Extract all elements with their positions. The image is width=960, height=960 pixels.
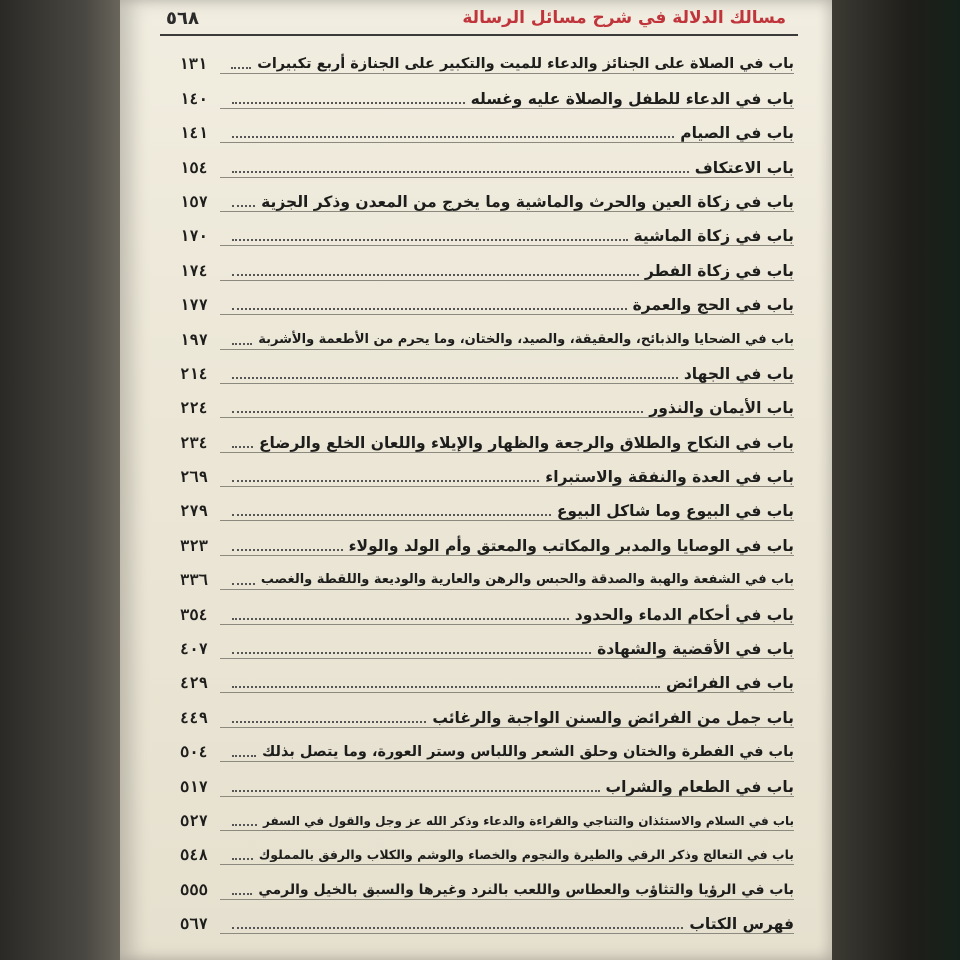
toc-entry-title: باب في زكاة الماشية [633, 227, 794, 246]
dot-leader [232, 721, 426, 723]
toc-entry-page: ٥٠٤ [180, 743, 208, 762]
table-of-contents [180, 40, 794, 934]
toc-entry-page: ٣٢٣ [180, 536, 208, 555]
dot-leader [232, 618, 569, 620]
toc-row [180, 728, 794, 762]
toc-entry-page: ١٩٧ [180, 330, 208, 349]
toc-entry-page: ١٥٧ [180, 192, 208, 211]
toc-row [180, 281, 794, 315]
toc-row [180, 556, 794, 590]
dot-leader [232, 583, 255, 585]
toc-entry-page: ٤٤٩ [180, 708, 208, 727]
toc-row [180, 900, 794, 934]
dot-leader [232, 652, 591, 654]
dot-leader [232, 239, 628, 241]
toc-row [180, 693, 794, 727]
dot-leader [232, 274, 639, 276]
toc-row [180, 74, 794, 108]
dot-leader [232, 480, 539, 482]
toc-entry-title: باب في النكاح والطلاق والرجعة والظهار والإيلاء واللعان الخلع والرضاع [258, 433, 794, 452]
toc-entry-page: ٥١٧ [180, 777, 208, 796]
dot-leader [232, 308, 627, 310]
toc-entry-page: ٢٣٤ [180, 433, 208, 452]
toc-row [180, 40, 794, 74]
toc-row [180, 521, 794, 555]
toc-row [180, 384, 794, 418]
dot-leader [232, 790, 600, 792]
toc-entry-title: باب في الضحايا والذبائح، والعقيقة، والصيد، والختان، وما يحرم من الأطعمة والأشربة [258, 331, 794, 347]
toc-entry-page: ٢٦٩ [180, 468, 208, 487]
dot-leader [232, 549, 343, 551]
dot-leader [232, 411, 643, 413]
toc-entry-page: ٣٣٦ [180, 571, 208, 590]
toc-row [180, 625, 794, 659]
row-rule [220, 933, 794, 934]
toc-row [180, 797, 794, 831]
header-title: مسالك الدلالة في شرح مسائل الرسالة [462, 8, 786, 28]
toc-entry-title: باب في الرؤيا والتثاؤب والعطاس واللعب بالنرد وغيرها والسبق بالخيل والرمي [258, 881, 794, 898]
toc-entry-title: باب في العدة والنفقة والاستبراء [545, 468, 794, 487]
toc-entry-title: باب في الصيام [680, 124, 794, 143]
dot-leader [232, 102, 465, 104]
dot-leader [232, 893, 252, 895]
toc-row [180, 350, 794, 384]
toc-entry-page: ٥٢٧ [180, 811, 208, 830]
toc-entry-title: باب جمل من الفرائض والسنن الواجبة والرغائب [432, 708, 794, 727]
toc-entry-title: باب في زكاة العين والحرث والماشية وما يخرج من المعدن وذكر الجزية [261, 192, 794, 211]
toc-entry-title: باب في البيوع وما شاكل البيوع [556, 502, 794, 521]
toc-row [180, 487, 794, 521]
dot-leader [232, 446, 253, 448]
toc-entry-title: باب في الدعاء للطفل والصلاة عليه وغسله [470, 89, 794, 108]
header-page-number: ٥٦٨ [166, 8, 199, 29]
left-page-edge [0, 0, 122, 960]
dot-leader [232, 205, 255, 207]
toc-entry-page: ١٣١ [179, 55, 208, 74]
toc-row [180, 178, 794, 212]
toc-entry-title: باب في زكاة الفطر [644, 261, 794, 280]
toc-entry-page: ٢٢٤ [180, 399, 208, 418]
toc-entry-page: ١٤٠ [180, 89, 208, 108]
toc-row [180, 109, 794, 143]
running-header [160, 6, 800, 32]
dot-leader [232, 343, 252, 345]
background-right [832, 0, 960, 960]
toc-row [180, 590, 794, 624]
toc-entry-page: ٤٢٩ [180, 674, 208, 693]
dot-leader [232, 824, 257, 826]
toc-entry-page: ١٧٧ [180, 296, 208, 315]
toc-row [180, 762, 794, 796]
toc-entry-title: باب في الطعام والشراب [605, 777, 794, 796]
dot-leader [232, 377, 678, 379]
toc-entry-title: باب في أحكام الدماء والحدود [574, 605, 794, 624]
dot-leader [232, 686, 660, 688]
toc-entry-title: باب في التعالج وذكر الرقي والطيرة والنجوم والخصاء والوشم والكلاب والرفق بالمملوك [258, 847, 794, 863]
toc-entry-page: ٥٤٨ [180, 846, 208, 865]
toc-row [180, 246, 794, 280]
toc-entry-page: ٢٧٩ [180, 502, 208, 521]
dot-leader [232, 858, 253, 860]
toc-row [180, 831, 794, 865]
toc-entry-title: باب الأيمان والنذور [649, 399, 794, 418]
book-page [120, 0, 832, 960]
toc-entry-page: ٢١٤ [180, 364, 208, 383]
dot-leader [231, 67, 251, 69]
toc-row [180, 659, 794, 693]
toc-entry-title: فهرس الكتاب [689, 915, 794, 934]
toc-entry-title: باب في الوصايا والمدبر والمكاتب والمعتق وأم الولد والولاء [348, 536, 794, 555]
toc-entry-page: ١٧٠ [180, 227, 208, 246]
header-rule [160, 34, 798, 36]
toc-row [180, 143, 794, 177]
toc-row [180, 315, 794, 349]
toc-row [180, 212, 794, 246]
toc-entry-title: باب في السلام والاستئذان والتناجي والقراءة والدعاء وذكر الله عز وجل والقول في السفر [263, 813, 794, 828]
toc-row [180, 865, 794, 899]
toc-entry-title: باب في الحج والعمرة [632, 296, 794, 315]
dot-leader [232, 136, 674, 138]
toc-entry-page: ١٥٤ [180, 158, 208, 177]
toc-entry-title: باب في الفرائض [665, 674, 794, 693]
toc-entry-title: باب في الصلاة على الجنائز والدعاء للميت والتكبير على الجنازة أربع تكبيرات [257, 56, 794, 73]
toc-entry-title: باب في الأقضية والشهادة [597, 640, 794, 659]
dot-leader [232, 927, 683, 929]
toc-entry-page: ٣٥٤ [180, 605, 208, 624]
toc-entry-title: باب في الفطرة والختان وحلق الشعر واللباس وستر العورة، وما يتصل بذلك [262, 744, 794, 761]
toc-entry-page: ١٤١ [180, 124, 208, 143]
toc-entry-page: ٥٦٧ [180, 915, 208, 934]
dot-leader [232, 171, 689, 173]
toc-entry-title: باب في الشفعة والهبة والصدقة والحبس والرهن والعارية والوديعة واللقطة والغصب [260, 572, 794, 588]
toc-row [180, 418, 794, 452]
dot-leader [232, 514, 551, 516]
toc-entry-title: باب في الجهاد [683, 364, 794, 383]
toc-entry-page: ٤٠٧ [180, 640, 208, 659]
toc-entry-page: ٥٥٥ [180, 880, 208, 899]
toc-row [180, 453, 794, 487]
toc-entry-title: باب الاعتكاف [694, 158, 794, 177]
dot-leader [232, 755, 256, 757]
toc-entry-page: ١٧٤ [180, 261, 208, 280]
